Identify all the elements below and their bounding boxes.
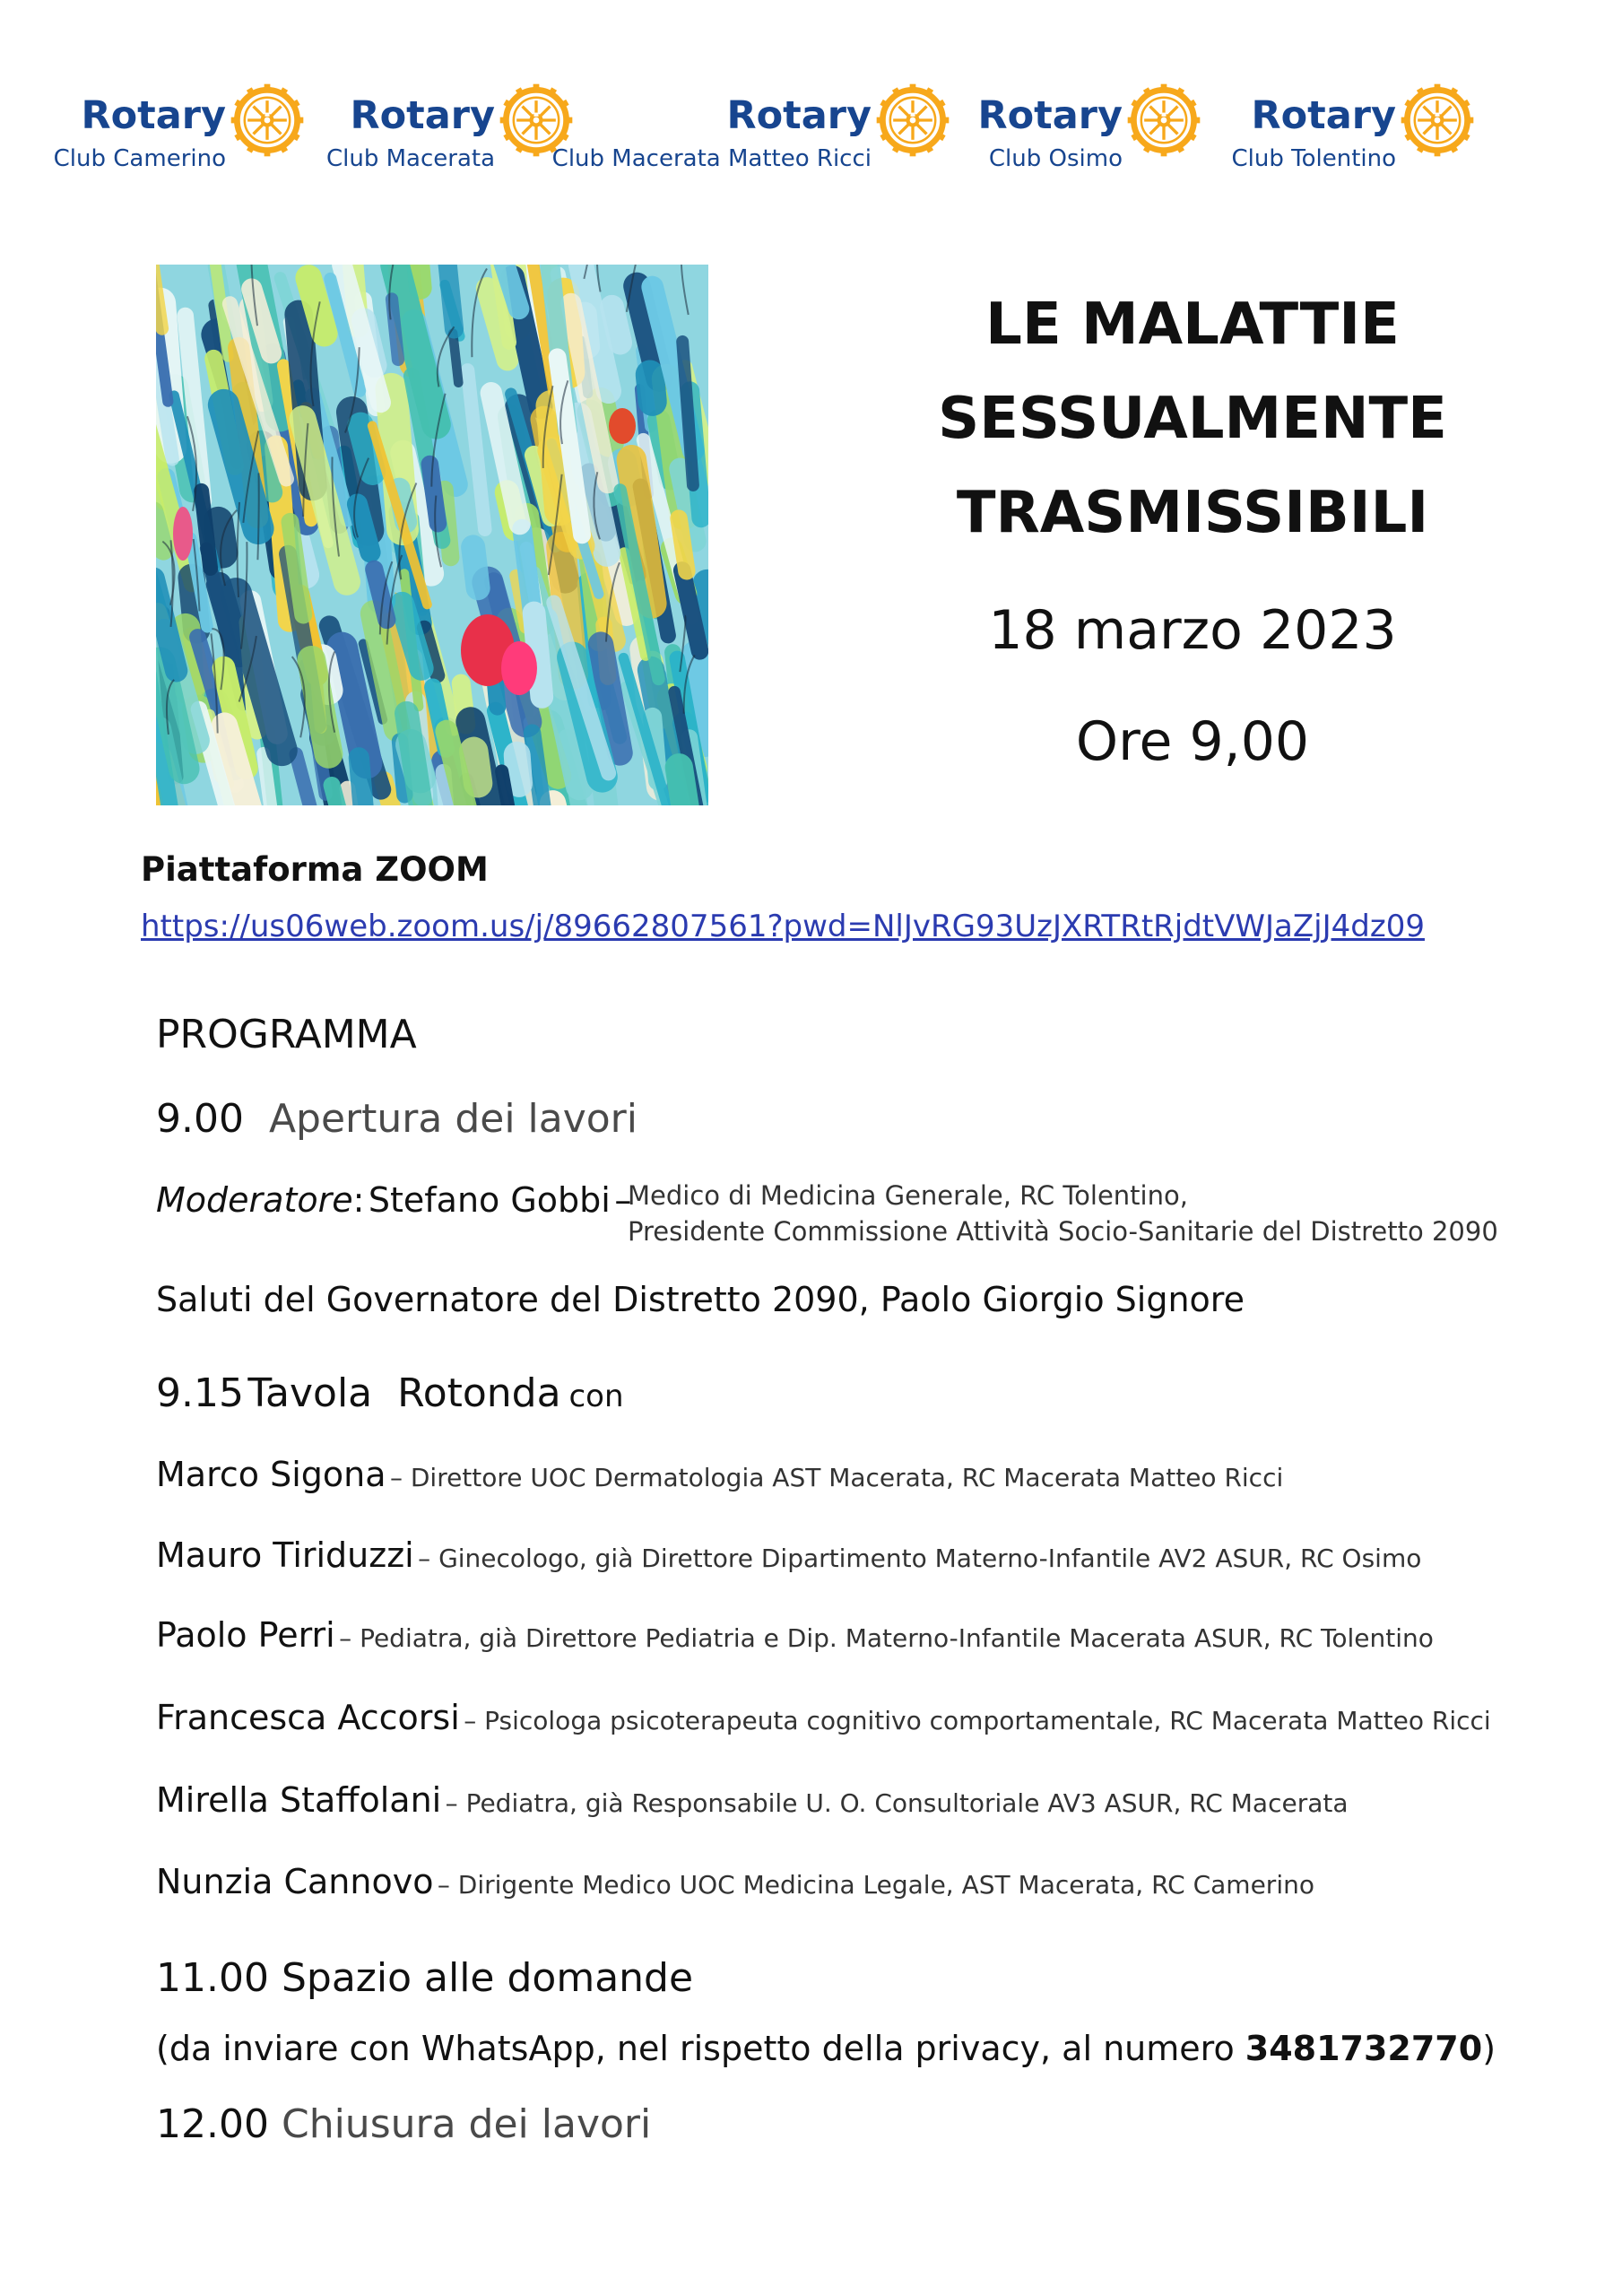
rotary-wheel-icon bbox=[1400, 83, 1475, 158]
panelist-row bbox=[156, 1698, 1491, 1737]
questions-note-text: (da inviare con WhatsApp, nel rispetto della privacy, al numero bbox=[156, 2029, 1245, 2068]
event-date: 18 marzo 2023 bbox=[988, 599, 1397, 662]
moderator-desc-line-2: Presidente Commissione Attività Socio-Sanitarie del Distretto 2090 bbox=[628, 1216, 1498, 1247]
round-con: con bbox=[568, 1378, 624, 1414]
panelist-name: Paolo Perri bbox=[156, 1615, 335, 1655]
panelist-name: Nunzia Cannovo bbox=[156, 1862, 434, 1901]
panelist-desc: – Ginecologo, già Direttore Dipartimento Materno-Infantile AV2 ASUR, RC Osimo bbox=[418, 1544, 1422, 1573]
zoom-link[interactable]: https://us06web.zoom.us/j/89662807561?pwd=NlJvRG93UzJXRTRtRjdtVWJaZjJ4dz09 bbox=[141, 909, 1425, 944]
whatsapp-number: 3481732770 bbox=[1245, 2029, 1483, 2068]
round-table-item bbox=[156, 1370, 624, 1416]
moderator-name: Stefano Gobbi bbox=[368, 1180, 611, 1220]
logo-club-name: Club Macerata bbox=[325, 145, 495, 172]
moderator-label: Moderatore bbox=[156, 1180, 353, 1220]
abstract-painting-image bbox=[156, 265, 708, 805]
rotary-wheel-icon bbox=[230, 83, 305, 158]
opening-label: Apertura dei lavori bbox=[268, 1096, 638, 1142]
event-time: Ore 9,00 bbox=[1075, 710, 1310, 773]
panelist-name: Francesca Accorsi bbox=[156, 1698, 460, 1737]
panelist-desc: – Psicologa psicoterapeuta cognitivo comportamentale, RC Macerata Matteo Ricci bbox=[464, 1706, 1491, 1735]
questions-label: Spazio alle domande bbox=[281, 1955, 694, 2001]
painting-graphic bbox=[156, 265, 708, 805]
closing-item bbox=[156, 2101, 651, 2147]
panelist-name: Mirella Staffolani bbox=[156, 1780, 442, 1820]
opening-item bbox=[156, 1096, 638, 1142]
event-title-line-2: SESSUALMENTE bbox=[938, 386, 1447, 452]
round-label: Tavola Rotonda bbox=[247, 1370, 561, 1416]
logo-club-name: Club Camerino bbox=[53, 145, 226, 172]
program-heading: PROGRAMMA bbox=[156, 1012, 417, 1057]
questions-time: 11.00 bbox=[156, 1955, 269, 2001]
event-title-line-3: TRASMISSIBILI bbox=[956, 480, 1429, 546]
logo-rotary-macerata-matteo-ricci bbox=[551, 83, 950, 181]
moderator-separator: : bbox=[352, 1180, 365, 1220]
moderator-desc-line-1: Medico di Medicina Generale, RC Tolentino, bbox=[628, 1180, 1188, 1211]
logo-club-name: Club Macerata Matteo Ricci bbox=[551, 145, 872, 172]
panelist-name: Mauro Tiriduzzi bbox=[156, 1535, 414, 1575]
event-title-line-1: LE MALATTIE bbox=[985, 291, 1400, 358]
rotary-wheel-icon bbox=[1126, 83, 1201, 158]
questions-note-close: ) bbox=[1482, 2029, 1496, 2068]
closing-time: 12.00 bbox=[156, 2101, 269, 2147]
logo-brand: Rotary bbox=[1251, 93, 1396, 138]
questions-note bbox=[156, 2029, 1496, 2068]
platform-label: Piattaforma ZOOM bbox=[141, 850, 489, 889]
panelist-row bbox=[156, 1862, 1314, 1901]
logo-brand: Rotary bbox=[81, 93, 226, 138]
closing-label: Chiusura dei lavori bbox=[281, 2101, 652, 2147]
logo-rotary-osimo bbox=[968, 83, 1201, 181]
panelist-row bbox=[156, 1615, 1434, 1655]
opening-time: 9.00 bbox=[156, 1096, 244, 1142]
logo-club-name: Club Osimo bbox=[988, 145, 1123, 172]
rotary-wheel-icon bbox=[875, 83, 950, 158]
logo-brand: Rotary bbox=[350, 93, 495, 138]
logo-rotary-macerata bbox=[325, 83, 574, 181]
logo-club-name: Club Tolentino bbox=[1231, 145, 1396, 172]
panelist-desc: – Direttore UOC Dermatologia AST Macerata, RC Macerata Matteo Ricci bbox=[389, 1463, 1284, 1492]
panelist-row bbox=[156, 1535, 1421, 1575]
questions-item bbox=[156, 1955, 693, 2001]
panelist-desc: – Pediatra, già Direttore Pediatria e Dip. Materno-Infantile Macerata ASUR, RC Tolentino bbox=[339, 1623, 1434, 1653]
logo-brand: Rotary bbox=[726, 93, 872, 138]
moderator-dash: – bbox=[614, 1180, 632, 1220]
logo-brand: Rotary bbox=[977, 93, 1123, 138]
panelist-desc: – Dirigente Medico UOC Medicina Legale, AST Macerata, RC Camerino bbox=[437, 1870, 1314, 1900]
panelist-row bbox=[156, 1455, 1283, 1494]
panelist-desc: – Pediatra, già Responsabile U. O. Consultoriale AV3 ASUR, RC Macerata bbox=[445, 1788, 1349, 1818]
round-time: 9.15 bbox=[156, 1370, 244, 1416]
moderator-item bbox=[156, 1180, 631, 1220]
logo-rotary-camerino bbox=[53, 83, 305, 181]
panelist-row bbox=[156, 1780, 1349, 1820]
panelist-name: Marco Sigona bbox=[156, 1455, 386, 1494]
greetings: Saluti del Governatore del Distretto 2090, Paolo Giorgio Signore bbox=[156, 1280, 1245, 1319]
logo-rotary-tolentino bbox=[1231, 83, 1475, 181]
